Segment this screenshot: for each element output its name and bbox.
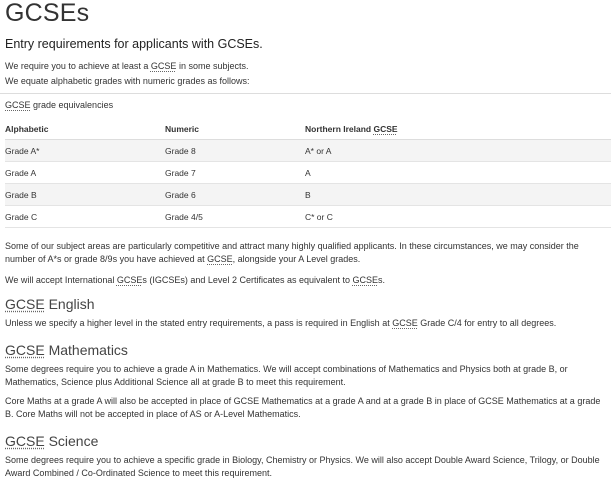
gcse-abbr[interactable]: GCSE [5, 296, 45, 312]
header-numeric: Numeric [165, 118, 305, 140]
gcse-abbr[interactable]: GCSE [150, 61, 177, 71]
english-heading [5, 296, 611, 313]
cell-numeric: Grade 6 [165, 184, 305, 206]
english-text-b: Grade C/4 for entry to all degrees. [417, 318, 557, 328]
maths-heading-text: Mathematics [44, 342, 128, 358]
cell-numeric: Grade 7 [165, 162, 305, 184]
table-row [5, 162, 611, 184]
gcse-abbr[interactable]: GCSE [116, 275, 143, 285]
table-caption [5, 99, 611, 112]
english-heading-text: English [44, 296, 95, 312]
gcse-abbr[interactable]: GCSE [5, 342, 45, 358]
lead-heading: Entry requirements for applicants with GCSEs. [5, 37, 263, 51]
core-maths-text: Core Maths at a grade A will also be accepted in place of GCSE Mathematics at a grade A and at a grade B in place of GCSE Mathematics at a grade B. Core Maths will not be accepted in place of AS or A-Level Mathematics. [5, 396, 601, 419]
gcse-abbr[interactable]: GCSE [392, 318, 418, 328]
cell-northern-ireland: C* or C [305, 206, 611, 228]
grade-equivalency-table [5, 118, 611, 228]
english-text [5, 317, 611, 330]
maths-text: Some degrees require you to achieve a grade A in Mathematics. We will accept combinations of Mathematics and Physics both at grade B, or Mathematics, Science plus Additional Science all at grade B to meet this requirement. [5, 364, 568, 387]
gcse-abbr[interactable]: GCSE [373, 123, 398, 134]
header-ni-text: Northern Ireland [305, 123, 374, 134]
competitive-text-b: , alongside your A Level grades. [232, 254, 361, 264]
international-text-c: s. [378, 275, 386, 285]
cell-northern-ireland: A [305, 162, 611, 184]
cell-alphabetic: Grade B [5, 184, 165, 206]
competitive-text-a: Some of our subject areas are particularly competitive and attract many highly qualified applicants. In these circumstances, we may consider the number of A*s or grade 8/9s you have achieved at [5, 241, 579, 264]
page-title: GCSEs [5, 0, 90, 27]
table-caption-text: grade equivalencies [30, 100, 114, 110]
cell-numeric: Grade 4/5 [165, 206, 305, 228]
cell-numeric: Grade 8 [165, 140, 305, 162]
header-alphabetic: Alphabetic [5, 118, 165, 140]
gcse-abbr[interactable]: GCSE [5, 433, 45, 449]
gcse-abbr[interactable]: GCSE [352, 275, 379, 285]
requirement-text-b: in some subjects. [176, 61, 249, 71]
cell-alphabetic: Grade C [5, 206, 165, 228]
english-text-a: Unless we specify a higher level in the stated entry requirements, a pass is required in English at [5, 318, 393, 328]
maths-heading [5, 342, 611, 359]
gcse-abbr[interactable]: GCSE [207, 254, 233, 264]
science-text: Some degrees require you to achieve a specific grade in Biology, Chemistry or Physics. We will also accept Double Award Science, Trilogy, or Double Award Combined / Co-Ordinated Science to meet this requirement. [5, 455, 600, 478]
table-header-row [5, 118, 611, 140]
science-heading-text: Science [44, 433, 99, 449]
table-row [5, 206, 611, 228]
gcse-abbr[interactable]: GCSE [5, 100, 31, 110]
equate-text: We equate alphabetic grades with numeric grades as follows: [5, 76, 250, 86]
table-row [5, 184, 611, 206]
cell-alphabetic: Grade A* [5, 140, 165, 162]
competitive-text [5, 240, 611, 266]
international-text-a: We will accept International [5, 275, 117, 285]
cell-northern-ireland: B [305, 184, 611, 206]
requirement-text [5, 60, 611, 73]
requirement-text-a: We require you to achieve at least a [5, 61, 151, 71]
divider [0, 93, 611, 94]
cell-northern-ireland: A* or A [305, 140, 611, 162]
science-heading [5, 433, 611, 450]
cell-alphabetic: Grade A [5, 162, 165, 184]
international-text-b: s (IGCSEs) and Level 2 Certificates as equivalent to [142, 275, 353, 285]
header-northern-ireland [305, 118, 611, 140]
international-text [5, 274, 611, 287]
table-row [5, 140, 611, 162]
